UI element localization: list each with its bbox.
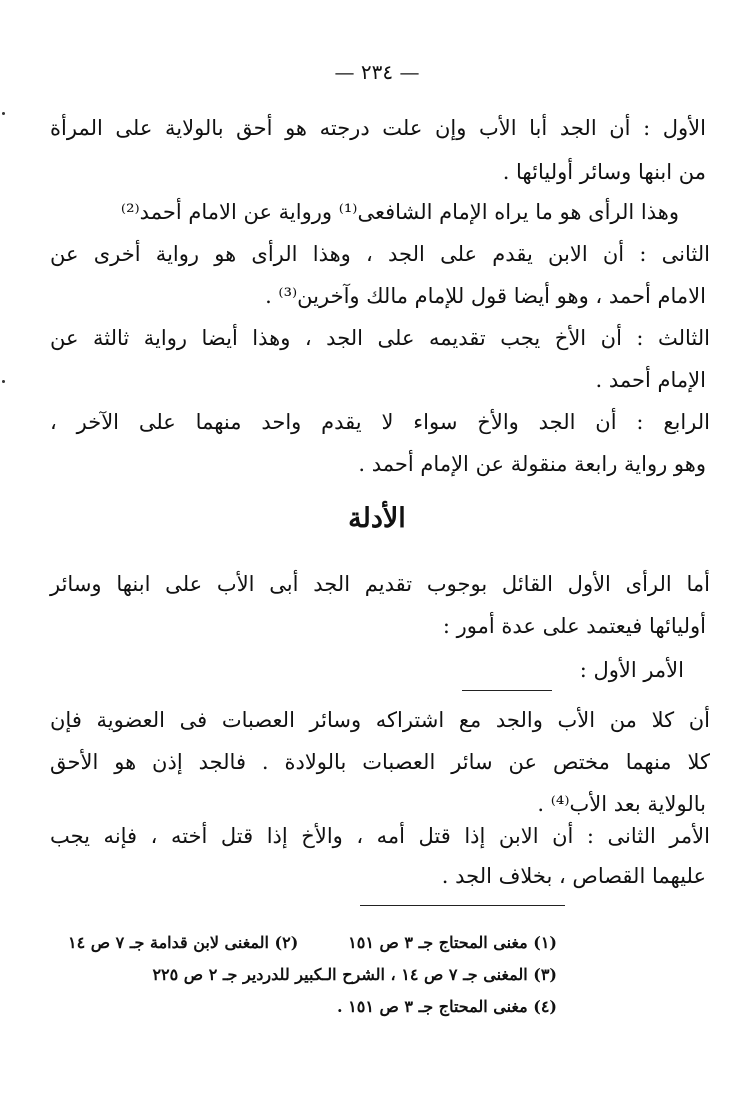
opinion-fourth-line-1: الرابع : أن الجد والأخ سواء لا يقدم واحد منهما على الآخر ، xyxy=(50,410,710,434)
evidence-intro-line-1: أما الرأى الأول القائل بوجوب تقديم الجد أبى الأب على ابنها وسائر xyxy=(50,572,710,596)
footnote-4: (٤) مغنى المحتاج جـ ٣ ص ١٥١ . xyxy=(337,997,557,1016)
second-matter-line-2: عليهما القصاص ، بخلاف الجد . xyxy=(441,864,706,888)
opinion-first-attribution: وهذا الرأى هو ما يراه الإمام الشافعى⁽¹⁾ ورواية عن الامام أحمد⁽²⁾ xyxy=(120,200,679,224)
opinion-second-line-1: الثانى : أن الابن يقدم على الجد ، وهذا الرأى هو رواية أخرى عن xyxy=(50,242,710,266)
second-matter-line-1: الأمر الثانى : أن الابن إذا قتل أمه ، والأخ إذا قتل أخته ، فإنه يجب xyxy=(50,824,710,848)
scan-speck xyxy=(2,380,5,383)
opinion-first-line-1: الأول : أن الجد أبا الأب وإن علت درجته هو أحق بالولاية على المرأة xyxy=(50,116,706,140)
subheading-underline xyxy=(462,690,552,691)
opinion-second-line-2: الامام أحمد ، وهو أيضا قول للإمام مالك وآخرين⁽³⁾ . xyxy=(265,284,706,308)
scan-speck xyxy=(2,112,5,115)
first-matter-subheading: الأمر الأول : xyxy=(579,658,684,682)
evidence-intro-line-2: أوليائها فيعتمد على عدة أمور : xyxy=(442,614,706,638)
first-matter-line-1: أن كلا من الأب والجد مع اشتراكه وسائر العصبات فى العضوية فإن xyxy=(50,708,710,732)
opinion-third-line-1: الثالث : أن الأخ يجب تقديمه على الجد ، وهذا أيضا رواية ثالثة عن xyxy=(50,326,710,350)
first-matter-line-3: بالولاية بعد الأب⁽⁴⁾ . xyxy=(537,792,706,816)
opinion-third-line-2: الإمام أحمد . xyxy=(595,368,706,392)
page-number: — ٢٣٤ — xyxy=(334,60,420,84)
footnote-separator xyxy=(360,905,565,906)
section-heading: الأدلة xyxy=(348,503,406,534)
footnote-3: (٣) المغنى جـ ٧ ص ١٤ ، الشرح الـكبير للدردير جـ ٢ ص ٢٢٥ xyxy=(152,965,557,984)
opinion-fourth-line-2: وهو رواية رابعة منقولة عن الإمام أحمد . xyxy=(358,452,706,476)
first-matter-line-2: كلا منهما مختص عن سائر العصبات بالولادة . فالجد إذن هو الأحق xyxy=(50,750,710,774)
opinion-first-line-2: من ابنها وسائر أوليائها . xyxy=(502,160,706,184)
footnote-1: (١) مغنى المحتاج جـ ٣ ص ١٥١ xyxy=(348,933,557,952)
footnote-2: (٢) المغنى لابن قدامة جـ ٧ ص ١٤ xyxy=(68,933,299,952)
